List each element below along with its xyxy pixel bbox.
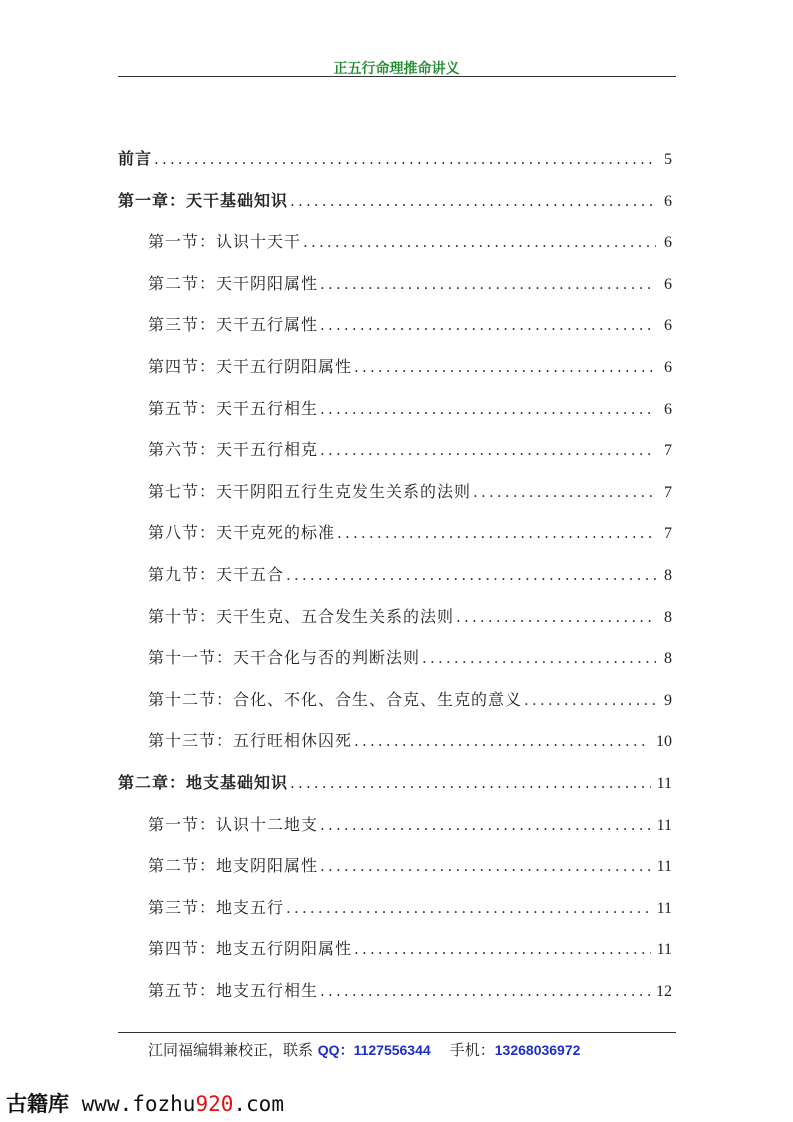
toc-dot-leader [456, 608, 656, 626]
toc-section-entry[interactable] [148, 479, 672, 503]
toc-dot-leader [286, 899, 651, 917]
toc-dot-leader [320, 441, 656, 459]
toc-section-entry[interactable] [148, 728, 672, 752]
toc-entry-title: 第二节：地支阴阳属性 [148, 856, 319, 876]
page-footer [148, 1039, 580, 1060]
toc-entry-title: 第五节：地支五行相生 [148, 981, 319, 1000]
toc-entry-title: 第一节：认识十天干 [148, 232, 302, 252]
toc-section-entry[interactable] [148, 396, 672, 420]
watermark-domain-a: www.fozhu [81, 1092, 196, 1116]
toc-page-number: 6 [664, 275, 672, 293]
toc-preface-entry[interactable] [118, 146, 672, 170]
toc-dot-leader [290, 774, 651, 792]
toc-dot-leader [354, 732, 650, 750]
toc-page-number: 8 [664, 650, 672, 668]
toc-section-entry[interactable] [148, 687, 672, 711]
toc-dot-leader [154, 150, 656, 168]
toc-page-number: 7 [664, 525, 672, 543]
toc-entry-title: 第三节：地支五行 [148, 897, 285, 917]
toc-page-number: 11 [656, 858, 672, 876]
toc-page-number: 11 [656, 941, 672, 959]
footer-qq-label: QQ： [317, 1042, 354, 1058]
toc-section-entry[interactable] [148, 562, 672, 586]
toc-page-number: 9 [664, 691, 672, 709]
header-rule [118, 76, 676, 77]
toc-section-entry[interactable] [148, 229, 672, 253]
toc-section-entry[interactable] [148, 853, 672, 877]
toc-section-entry[interactable] [148, 936, 672, 960]
toc-dot-leader [290, 192, 656, 210]
watermark-domain-c: .com [233, 1092, 284, 1116]
footer-phone-label: 手机： [449, 1041, 495, 1059]
toc-entry-title: 第十一节：天干合化与否的判断法则 [148, 648, 421, 668]
toc-entry-title: 第一章：天干基础知识 [118, 190, 289, 210]
toc-page-number: 12 [656, 983, 672, 1000]
running-header-title: 正五行命理推命讲义 [333, 61, 460, 77]
toc-entry-title: 第十二节：合化、不化、合生、合克、生克的意义 [148, 689, 523, 709]
toc-dot-leader [286, 566, 656, 584]
toc-page-number: 8 [664, 608, 672, 626]
toc-entry-title: 第五节：天干五行相生 [148, 398, 319, 418]
toc-dot-leader [320, 275, 656, 293]
toc-dot-leader [354, 940, 651, 958]
toc-dot-leader [320, 857, 651, 875]
toc-page-number: 5 [664, 151, 672, 168]
toc-page-number: 6 [664, 234, 672, 252]
toc-entry-title: 第九节：天干五合 [148, 565, 285, 584]
toc-chapter-entry[interactable] [118, 188, 672, 212]
toc-entry-title: 第十三节：五行旺相休囚死 [148, 731, 353, 751]
footer-rule [118, 1032, 676, 1033]
toc-section-entry[interactable] [148, 520, 672, 544]
toc-dot-leader [320, 982, 650, 1000]
toc-entry-title: 第四节：天干五行阴阳属性 [148, 357, 353, 376]
toc-dot-leader [320, 816, 651, 834]
toc-section-entry[interactable] [148, 895, 672, 919]
watermark-name: 古籍库 [6, 1092, 69, 1116]
toc-page-number: 7 [664, 483, 672, 501]
toc-entry-title: 第十节：天干生克、五合发生关系的法则 [148, 606, 455, 626]
footer-qq-number: 1127556344 [353, 1042, 431, 1058]
toc-dot-leader [354, 358, 656, 376]
toc-entry-title: 第七节：天干阴阳五行生克发生关系的法则 [148, 481, 472, 501]
toc-page-number: 6 [664, 192, 672, 210]
toc-section-entry[interactable] [148, 312, 672, 336]
toc-entry-title: 第二节：天干阴阳属性 [148, 273, 319, 293]
footer-editor-text: 江同福编辑兼校正，联系 [148, 1041, 314, 1059]
toc-dot-leader [473, 483, 656, 501]
toc-chapter-entry[interactable] [118, 770, 672, 794]
toc-page-number: 11 [656, 816, 672, 834]
toc-dot-leader [524, 691, 656, 709]
toc-section-entry[interactable] [148, 354, 672, 378]
toc-page-number: 7 [664, 442, 672, 460]
footer-phone-number: 13268036972 [494, 1042, 581, 1058]
toc-dot-leader [422, 649, 656, 667]
toc-section-entry[interactable] [148, 271, 672, 295]
toc-section-entry[interactable] [148, 645, 672, 669]
toc-dot-leader [320, 400, 656, 418]
toc-section-entry[interactable] [148, 437, 672, 461]
toc-section-entry[interactable] [148, 978, 672, 1002]
toc-page-number: 11 [656, 899, 672, 917]
toc-entry-title: 第一节：认识十二地支 [148, 814, 319, 834]
toc-entry-title: 第二章：地支基础知识 [118, 773, 289, 792]
watermark-domain-b: 920 [195, 1092, 234, 1116]
toc-entry-title: 第四节：地支五行阴阳属性 [148, 939, 353, 959]
toc-page-number: 10 [656, 733, 672, 751]
toc-entry-title: 第三节：天干五行属性 [148, 315, 319, 335]
toc-page-number: 6 [664, 317, 672, 335]
toc-page-number: 8 [664, 567, 672, 584]
toc-dot-leader [303, 233, 656, 251]
toc-entry-title: 第八节：天干克死的标准 [148, 523, 336, 543]
toc-page-number: 11 [656, 775, 672, 792]
toc-entry-title: 前言 [118, 149, 153, 168]
toc-dot-leader [337, 524, 656, 542]
toc-page-number: 6 [664, 400, 672, 418]
toc-page-number: 6 [664, 359, 672, 376]
toc-entry-title: 第六节：天干五行相克 [148, 440, 319, 460]
toc-section-entry[interactable] [148, 604, 672, 628]
toc-section-entry[interactable] [148, 812, 672, 836]
toc-dot-leader [320, 316, 656, 334]
site-watermark [6, 1088, 284, 1118]
